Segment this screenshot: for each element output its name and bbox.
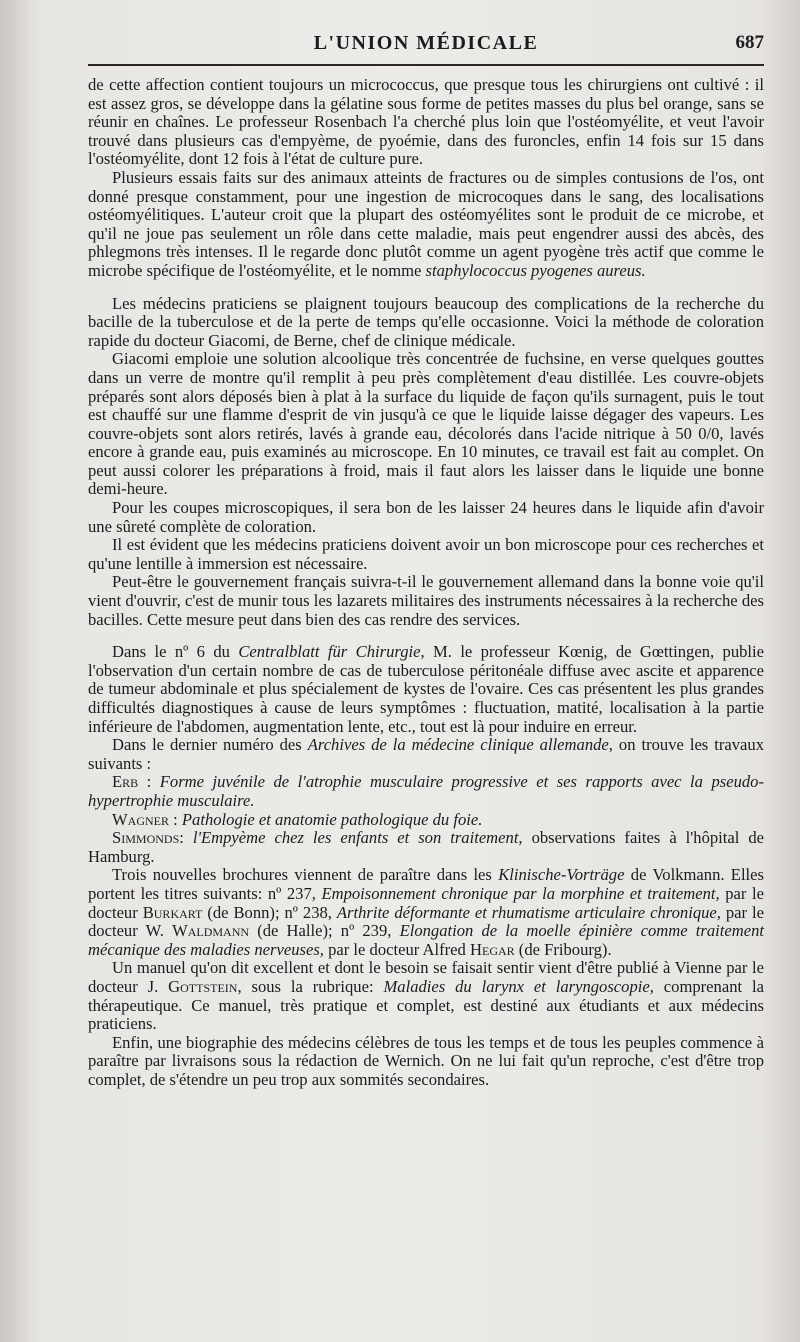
text-run: (de Bonn); nº 238, — [202, 902, 337, 922]
header-rule — [88, 64, 764, 66]
section-gap — [88, 629, 764, 643]
text-run: de Volkmann. Elles portent les titres suivants: nº 237, — [88, 865, 764, 903]
article-body — [88, 76, 764, 1089]
paragraph-archives — [88, 736, 764, 773]
text-run: Dans le nº 6 du — [112, 642, 239, 662]
paragraph-biography: Enfin, une biographie des médecins célèbres de tous les temps et de tous les peuples commence à paraître par livraisons sous la rédaction de Wernich. On ne lui fait qu'un reproche, c'est d'être trop complet, de s'étendre un peu trop aux sommités secondaires. — [88, 1032, 764, 1089]
paper-title: Pathologie et anatomie pathologique du foie. — [181, 809, 483, 829]
text-run: (de Halle); nº 239, — [249, 921, 400, 941]
journal-name: Centralblatt für Chirurgie — [238, 642, 421, 662]
author-name: Wagner — [112, 809, 169, 829]
running-header — [88, 30, 764, 60]
paragraph-microscopic-sections: Pour les coupes microscopiques, il sera bon de les laisser 24 heures dans le liquide afin d'avoir une sûreté complète de coloration. — [88, 498, 764, 536]
text-run: : — [138, 772, 160, 792]
text-run: par le docteur — [88, 883, 764, 922]
author-name: Waldmann — [172, 921, 250, 941]
paragraph-tuberculosis-bacillus: Les médecins praticiens se plaignent toujours beaucoup des complications de la recherche du bacille de la tuberculose et de la perte de temps qu'elle occasionne. Voici la méthode de coloration rapide du docteur Giacomi, de Berne, chef de clinique médicale. — [88, 293, 764, 350]
text-run: observations faites à l'hôpital de Hamburg. — [88, 828, 764, 866]
brochure-title: Elongation de la moelle épinière comme traitement mécanique des maladies nerveuses, — [88, 921, 765, 959]
paper-entry-erb — [88, 773, 764, 810]
author-name: Erb — [112, 772, 139, 792]
brochure-title: Arthrite déformante et rhumatisme articulaire chronique, — [336, 902, 721, 922]
text-run: Trois nouvelles brochures viennent de paraître dans les — [112, 865, 499, 885]
text-run: , M. le professeur Kœnig, de Gœttingen, publie l'observation d'un certain nombre de cas de tuberculose péritonéale diffuse avec ascite et apparence de tumeur abdominale et plus spécialement de kystes de l'ovaire. Ces cas présentent les plus grandes difficultés diagnostiques à cause de leurs symptômes : fluctuation, matité, localisation à la partie inférieure de l'abdomen, augmentation lente, etc., tout est là pour induire en erreur. — [88, 642, 765, 736]
section-gap — [88, 281, 764, 295]
paragraph-brochures — [88, 866, 764, 959]
journal-title: L'UNION MÉDICALE — [313, 32, 539, 54]
text-run: Dans le dernier numéro des — [112, 735, 308, 755]
paragraph-koenig — [88, 643, 764, 736]
author-name: Burkart — [142, 902, 203, 922]
paper-title: l'Empyème chez les enfants et son traitement, — [192, 828, 523, 848]
manual-title: Maladies du larynx et laryngoscopie, — [383, 976, 654, 996]
paragraph-microscope-needed: Il est évident que les médecins praticiens doivent avoir un bon microscope pour ces recherches et qu'une lentille à immersion est nécessaire. — [88, 535, 764, 573]
paragraph-manual — [88, 959, 764, 1033]
species-name: staphylococcus pyogenes aureus. — [425, 260, 646, 280]
author-name: Simmonds — [112, 828, 180, 848]
author-name: Hegar — [470, 939, 515, 959]
paper-title: Forme juvénile de l'atrophie musculaire progressive et ses rapports avec la pseudo-hypertrophie musculaire. — [88, 772, 764, 810]
text-run: , on trouve les travaux suivants : — [88, 735, 764, 773]
paragraph-animal-trials — [88, 169, 764, 281]
page-number: 687 — [735, 32, 764, 53]
paragraph-giacomi-method: Giacomi emploie une solution alcoolique très concentrée de fuchsine, en verse quelques gouttes dans un verre de montre qu'il remplit à peu près complètement d'eau distillée. Les couvre-objets préparés sont alors déposés bien à plat à la surface du liquide de façon qu'ils surnagent, puis le tout est chauffé sur une flamme d'esprit de vin jusqu'à ce que le liquide laisse dégager des vapeurs. Les couvre-objets sont alors retirés, lavés à grande eau, décolorés dans l'acide nitrique à 50 0/0, lavés encore à grande eau, puis examinés au microscope. En 10 minutes, ce travail est fait au complet. On peut aussi colorer les préparations à froid, mais il faut alors les laisser dans le liquide une bonne demi-heure. — [88, 349, 764, 499]
paper-entry-wagner — [88, 811, 764, 830]
text-run: : — [169, 809, 182, 829]
text-run: Plusieurs essais faits sur des animaux atteints de fractures ou de simples contusions de l'os, ont donné presque constamment, pour une ingestion de microcoques dans le sang, des localisations ostéomyélitiques. L'auteur croit que la plupart des ostéomyélites sont le produit de ce microbe, et qu'il ne joue pas seulement un rôle dans cette maladie, mais peut engendrer aussi des abcès, des phlegmons très intenses. Il le regarde donc plutôt comme un agent pyogène très actif que comme le microbe spécifique de l'ostéomyélite, et le nomme — [88, 167, 764, 280]
text-run: (de Fribourg). — [514, 939, 612, 959]
paragraph-government: Peut-être le gouvernement français suivra-t-il le gouvernement allemand dans la bonne voie qu'il vient d'ouvrir, c'est de munir tous les lazarets militaires des instruments nécessaires à la recherche des bacilles. Cette mesure peut dans bien des cas rendre des services. — [88, 572, 764, 629]
text-run: : — [179, 828, 193, 848]
text-run: par le docteur Alfred — [323, 939, 470, 959]
series-name: Klinische-Vorträge — [498, 865, 625, 885]
paragraph-micrococcus: de cette affection contient toujours un micrococcus, que presque tous les chirurgiens ont cultivé : il est assez gros, se développe dans la gélatine sous forme de petites masses du plus bel orange, sans se réunir en chaînes. Le professeur Rosenbach l'a cherché plus loin que l'ostéomyélite, et veut l'avoir trouvé dans plusieurs cas d'empyème, de pyoémie, dans des furoncles, enfin 14 fois sur 15 dans l'ostéomyélite, dont 12 fois à l'état de culture pure. — [88, 75, 764, 169]
paper-entry-simmonds — [88, 829, 764, 866]
text-run: Un manuel qu'on dit excellent et dont le besoin se faisait sentir vient d'être publié à Vienne par le docteur J. — [88, 958, 764, 996]
author-name: Gottstein — [168, 976, 238, 996]
text-run: comprenant la thérapeutique. Ce manuel, très pratique et complet, est destiné aux étudiants et aux médecins praticiens. — [88, 976, 764, 1034]
text-run: par le docteur W. — [88, 902, 764, 941]
text-run: , sous la rubrique: — [237, 976, 384, 996]
brochure-title: Empoisonnement chronique par la morphine et traitement, — [321, 883, 720, 903]
journal-name: Archives de la médecine clinique allemande — [307, 735, 609, 755]
